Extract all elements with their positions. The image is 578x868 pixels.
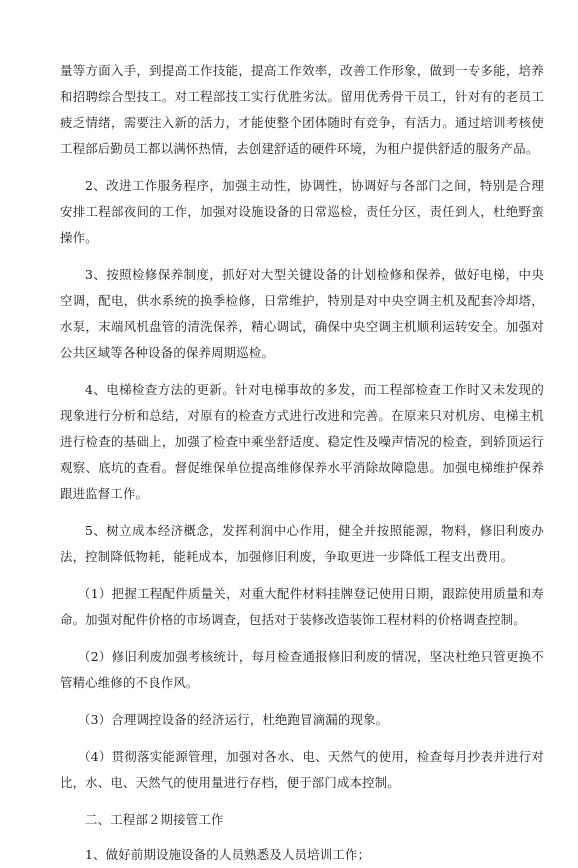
paragraph-elevator-inspection: 4、电梯检查方法的更新。针对电梯事故的多发，而工程部检查工作时又未发现的现象进行分析和总结，对原有的检查方式进行改进和完善。在原来只对机房、电梯主机进行检查的基础上，加强了检查中乘坐舒适度、稳定性及噪声情况的检查，到轿顶运行观察、底坑的查看。督促维保单位提高维修保养水平消除故障隐患。加强电梯维护保养跟进监督工作。 — [60, 382, 544, 501]
paragraph-service-procedure: 2、改进工作服务程序，加强主动性，协调性，协调好与各部门之间，特别是合理安排工程部夜间的工作，加强对设施设备的日常巡检，责任分区，责任到人，杜绝野蛮操作。 — [60, 178, 544, 245]
paragraph-parts-quality: （1）把握工程配件质量关，对重大配件材料挂牌登记使用日期，跟踪使用质量和寿命。加强对配件价格的市场调查，包括对于装修改造装饰工程材料的价格调查控制。 — [60, 586, 544, 627]
paragraph-staff-training: 量等方面入手，到提高工作技能，提高工作效率，改善工作形象，做到一专多能，培养和招聘综合型技工。对工程部技工实行优胜劣汰。留用优秀骨干员工，针对有的老员工疲乏情绪，需要注入新的活力，才能使整个团体随时有竞争，有活力。通过培训考核使工程部后勤员工都以满怀热情，去创建舒适的硬件环境，为租户提供舒适的服务产品。 — [60, 63, 544, 156]
paragraph-phase2-item1: 1、做好前期设施设备的人员熟悉及人员培训工作； — [85, 847, 371, 862]
paragraph-repair-reuse: （2）修旧利废加强考核统计，每月检查通报修旧利废的情况，坚决杜绝只管更换不管精心维修的不良作风。 — [60, 649, 544, 690]
paragraph-energy-management: （4）贯彻落实能源管理，加强对各水、电、天然气的使用，检查每月抄表并进行对比，水、电、天然气的使用量进行存档，便于部门成本控制。 — [60, 749, 544, 790]
paragraph-maintenance-system: 3、按照检修保养制度，抓好对大型关键设备的计划检修和保养，做好电梯，中央空调，配电，供水系统的换季检修，日常维护，特别是对中央空调主机及配套冷却塔，水泵，末端风机盘管的清洗保养，精心调试，确保中央空调主机顺利运转安全。加强对公共区域等各种设备的保养周期巡检。 — [60, 267, 544, 360]
paragraph-equipment-operation: （3）合理调控设备的经济运行，杜绝跑冒滴漏的现象。 — [78, 712, 389, 727]
paragraph-cost-concept: 5、树立成本经济概念，发挥利润中心作用，健全并按照能源，物料，修旧利废办法，控制降低物耗，能耗成本，加强修旧利废，争取更进一步降低工程支出费用。 — [60, 523, 544, 564]
section-heading-phase2: 二、工程部２期接管工作 — [85, 812, 224, 827]
